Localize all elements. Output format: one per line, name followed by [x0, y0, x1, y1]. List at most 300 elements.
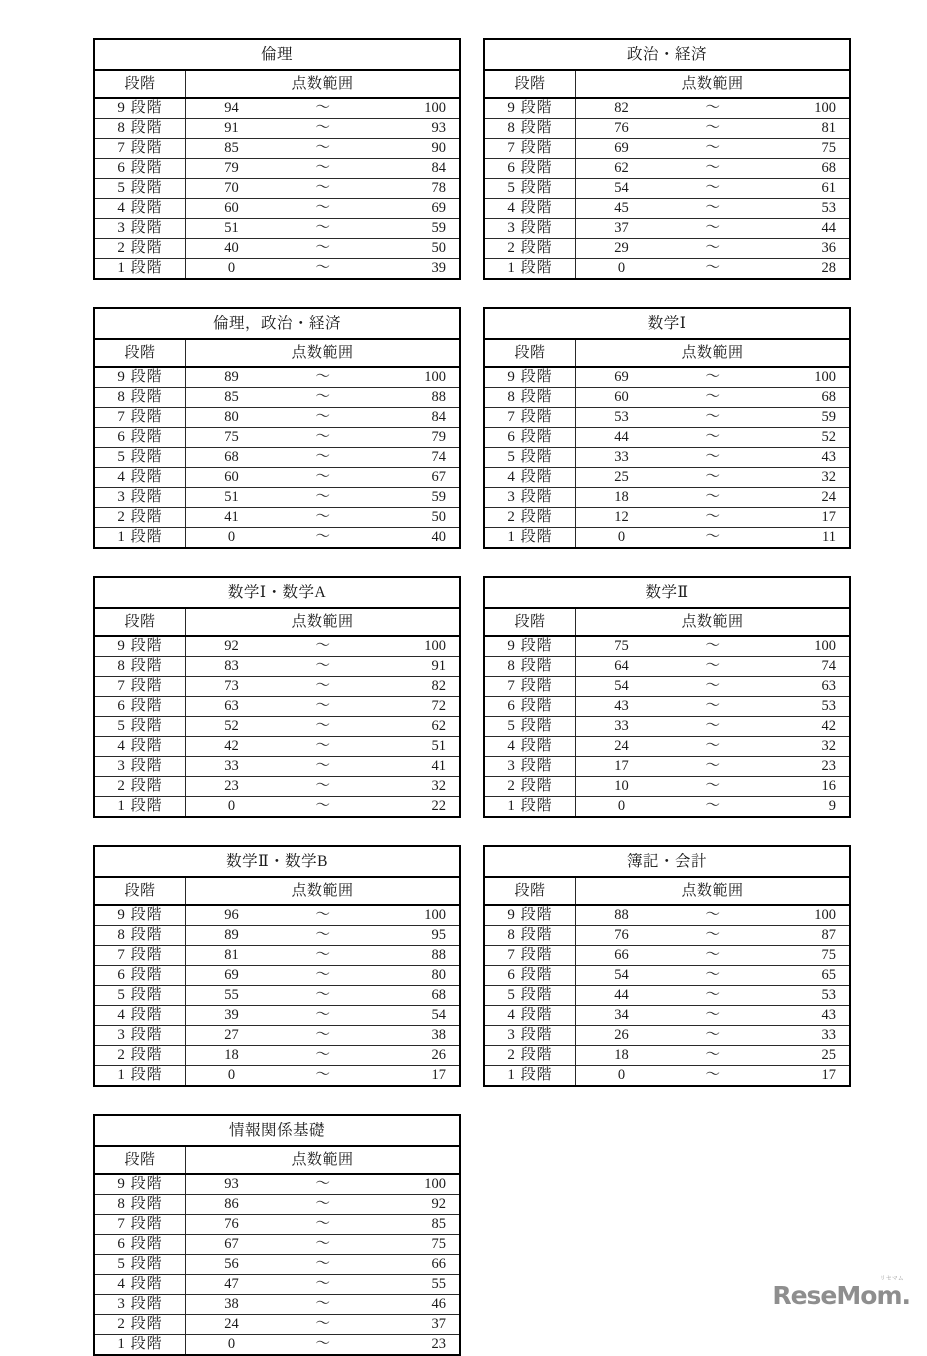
- table-row: [94, 1026, 460, 1046]
- cell-score-low: 73: [186, 677, 278, 697]
- cell-score-high: 17: [759, 1066, 851, 1087]
- cell-score-low: 92: [186, 636, 278, 657]
- cell-score-high: 51: [369, 737, 461, 757]
- table-row: [94, 757, 460, 777]
- cell-score-high: 100: [759, 367, 851, 388]
- score-range-table: [93, 307, 461, 549]
- cell-score-high: 43: [759, 448, 851, 468]
- table-row: [94, 1275, 460, 1295]
- cell-range-tilde: 〜: [277, 259, 369, 280]
- score-range-table: [483, 845, 851, 1087]
- cell-score-low: 80: [186, 408, 278, 428]
- cell-score-low: 82: [576, 98, 668, 119]
- logo-ruby-text: リセマム: [880, 1276, 904, 1282]
- cell-range-tilde: 〜: [277, 1026, 369, 1046]
- cell-range-tilde: 〜: [667, 797, 759, 818]
- cell-range-tilde: 〜: [667, 199, 759, 219]
- table-row: [484, 508, 850, 528]
- table-title-row: [94, 308, 460, 339]
- cell-score-high: 41: [369, 757, 461, 777]
- cell-score-low: 63: [186, 697, 278, 717]
- cell-score-high: 50: [369, 508, 461, 528]
- cell-score-high: 11: [759, 528, 851, 549]
- table-row: [484, 408, 850, 428]
- table-row: [484, 179, 850, 199]
- cell-score-low: 51: [186, 488, 278, 508]
- cell-stage: 1 段階: [484, 528, 576, 549]
- table-row: [94, 468, 460, 488]
- cell-score-high: 33: [759, 1026, 851, 1046]
- cell-range-tilde: 〜: [277, 159, 369, 179]
- logo-wrap: [772, 1276, 910, 1310]
- cell-range-tilde: 〜: [667, 428, 759, 448]
- cell-score-high: 68: [369, 986, 461, 1006]
- cell-range-tilde: 〜: [667, 757, 759, 777]
- table-row: [484, 636, 850, 657]
- cell-score-low: 0: [576, 259, 668, 280]
- cell-score-high: 81: [759, 119, 851, 139]
- cell-score-high: 92: [369, 1195, 461, 1215]
- table-row: [484, 428, 850, 448]
- cell-score-low: 76: [186, 1215, 278, 1235]
- cell-stage: 5 段階: [94, 986, 186, 1006]
- cell-score-high: 100: [759, 636, 851, 657]
- cell-range-tilde: 〜: [277, 697, 369, 717]
- table-row: [94, 219, 460, 239]
- table-row: [94, 1174, 460, 1195]
- cell-score-high: 32: [759, 468, 851, 488]
- cell-score-high: 52: [759, 428, 851, 448]
- cell-range-tilde: 〜: [277, 1235, 369, 1255]
- resemom-logo: [772, 1275, 910, 1310]
- table-row: [94, 926, 460, 946]
- cell-score-high: 9: [759, 797, 851, 818]
- table-row: [94, 98, 460, 119]
- cell-range-tilde: 〜: [277, 946, 369, 966]
- table-row: [484, 966, 850, 986]
- cell-score-high: 25: [759, 1046, 851, 1066]
- table-row: [94, 946, 460, 966]
- cell-range-tilde: 〜: [277, 488, 369, 508]
- cell-score-low: 83: [186, 657, 278, 677]
- table-title-row: [484, 846, 850, 877]
- cell-stage: 8 段階: [484, 388, 576, 408]
- score-range-table: [93, 576, 461, 818]
- table-header-row: [94, 339, 460, 367]
- cell-score-low: 33: [186, 757, 278, 777]
- cell-score-high: 43: [759, 1006, 851, 1026]
- table-row: [94, 179, 460, 199]
- column-header-stage: 段階: [94, 339, 186, 367]
- table-row: [94, 966, 460, 986]
- cell-stage: 9 段階: [94, 367, 186, 388]
- cell-stage: 1 段階: [94, 1335, 186, 1356]
- cell-score-high: 65: [759, 966, 851, 986]
- cell-score-low: 93: [186, 1174, 278, 1195]
- cell-score-high: 37: [369, 1315, 461, 1335]
- subject-title: 倫理，政治・経済: [94, 308, 460, 339]
- cell-stage: 1 段階: [484, 1066, 576, 1087]
- table-header-row: [94, 608, 460, 636]
- cell-score-low: 0: [576, 797, 668, 818]
- cell-score-low: 54: [576, 677, 668, 697]
- cell-score-low: 0: [186, 797, 278, 818]
- table-row: [484, 98, 850, 119]
- table-row: [94, 986, 460, 1006]
- column-header-stage: 段階: [484, 608, 576, 636]
- table-row: [484, 1046, 850, 1066]
- cell-range-tilde: 〜: [277, 677, 369, 697]
- cell-range-tilde: 〜: [667, 905, 759, 926]
- score-range-table: [93, 38, 461, 280]
- cell-stage: 6 段階: [94, 428, 186, 448]
- cell-score-low: 25: [576, 468, 668, 488]
- table-slot: [93, 307, 461, 549]
- table-slot: [483, 576, 851, 818]
- column-header-score-range: 点数範囲: [576, 608, 851, 636]
- cell-range-tilde: 〜: [667, 926, 759, 946]
- table-slot: [483, 845, 851, 1087]
- cell-stage: 1 段階: [484, 259, 576, 280]
- table-row: [94, 697, 460, 717]
- cell-range-tilde: 〜: [667, 367, 759, 388]
- cell-score-low: 34: [576, 1006, 668, 1026]
- cell-range-tilde: 〜: [667, 777, 759, 797]
- cell-stage: 3 段階: [94, 1026, 186, 1046]
- column-header-stage: 段階: [484, 339, 576, 367]
- table-row: [94, 508, 460, 528]
- cell-stage: 9 段階: [484, 98, 576, 119]
- table-slot: [93, 38, 461, 280]
- cell-range-tilde: 〜: [667, 219, 759, 239]
- table-row: [484, 717, 850, 737]
- cell-stage: 7 段階: [94, 139, 186, 159]
- cell-range-tilde: 〜: [667, 388, 759, 408]
- table-row: [484, 488, 850, 508]
- table-title-row: [94, 39, 460, 70]
- cell-score-low: 40: [186, 239, 278, 259]
- cell-range-tilde: 〜: [277, 966, 369, 986]
- table-row: [94, 797, 460, 818]
- cell-range-tilde: 〜: [667, 717, 759, 737]
- column-header-score-range: 点数範囲: [186, 877, 461, 905]
- cell-stage: 1 段階: [94, 797, 186, 818]
- cell-range-tilde: 〜: [277, 1215, 369, 1235]
- table-row: [484, 697, 850, 717]
- cell-range-tilde: 〜: [277, 777, 369, 797]
- cell-stage: 2 段階: [484, 777, 576, 797]
- table-header-row: [94, 70, 460, 98]
- subject-title: 数学Ⅰ: [484, 308, 850, 339]
- cell-stage: 3 段階: [94, 757, 186, 777]
- cell-stage: 3 段階: [94, 219, 186, 239]
- table-row: [484, 905, 850, 926]
- cell-range-tilde: 〜: [277, 1275, 369, 1295]
- cell-stage: 5 段階: [94, 717, 186, 737]
- cell-score-low: 45: [576, 199, 668, 219]
- cell-score-low: 41: [186, 508, 278, 528]
- cell-stage: 8 段階: [94, 1195, 186, 1215]
- cell-score-low: 69: [576, 367, 668, 388]
- cell-score-low: 94: [186, 98, 278, 119]
- cell-score-low: 44: [576, 986, 668, 1006]
- cell-stage: 3 段階: [94, 488, 186, 508]
- cell-score-low: 0: [186, 528, 278, 549]
- cell-stage: 8 段階: [484, 926, 576, 946]
- cell-score-high: 100: [369, 905, 461, 926]
- table-slot: [93, 576, 461, 818]
- cell-score-high: 16: [759, 777, 851, 797]
- cell-range-tilde: 〜: [667, 1006, 759, 1026]
- cell-score-low: 44: [576, 428, 668, 448]
- table-row: [94, 636, 460, 657]
- cell-score-low: 79: [186, 159, 278, 179]
- cell-score-low: 88: [576, 905, 668, 926]
- cell-score-low: 81: [186, 946, 278, 966]
- subject-title: 数学Ⅰ・数学A: [94, 577, 460, 608]
- cell-score-low: 54: [576, 966, 668, 986]
- cell-score-high: 38: [369, 1026, 461, 1046]
- cell-score-high: 74: [759, 657, 851, 677]
- cell-score-low: 39: [186, 1006, 278, 1026]
- table-row: [484, 367, 850, 388]
- cell-range-tilde: 〜: [277, 1195, 369, 1215]
- table-header-row: [484, 70, 850, 98]
- table-row: [94, 239, 460, 259]
- cell-stage: 8 段階: [94, 926, 186, 946]
- cell-stage: 2 段階: [484, 508, 576, 528]
- cell-score-high: 26: [369, 1046, 461, 1066]
- cell-range-tilde: 〜: [277, 388, 369, 408]
- cell-score-low: 60: [576, 388, 668, 408]
- table-row: [484, 388, 850, 408]
- cell-score-low: 0: [186, 1335, 278, 1356]
- cell-stage: 9 段階: [94, 905, 186, 926]
- cell-score-high: 24: [759, 488, 851, 508]
- table-row: [484, 139, 850, 159]
- cell-score-high: 72: [369, 697, 461, 717]
- cell-range-tilde: 〜: [277, 797, 369, 818]
- table-row: [484, 119, 850, 139]
- cell-range-tilde: 〜: [277, 239, 369, 259]
- column-header-stage: 段階: [484, 70, 576, 98]
- cell-score-high: 100: [369, 636, 461, 657]
- cell-score-high: 17: [759, 508, 851, 528]
- cell-score-low: 91: [186, 119, 278, 139]
- cell-score-low: 18: [576, 1046, 668, 1066]
- cell-stage: 1 段階: [94, 1066, 186, 1087]
- cell-score-low: 85: [186, 388, 278, 408]
- cell-stage: 6 段階: [484, 159, 576, 179]
- cell-range-tilde: 〜: [277, 508, 369, 528]
- cell-score-low: 69: [576, 139, 668, 159]
- cell-score-low: 89: [186, 926, 278, 946]
- cell-score-low: 27: [186, 1026, 278, 1046]
- column-header-stage: 段階: [94, 608, 186, 636]
- column-header-score-range: 点数範囲: [576, 877, 851, 905]
- cell-stage: 9 段階: [484, 367, 576, 388]
- cell-score-low: 0: [576, 1066, 668, 1087]
- table-row: [484, 757, 850, 777]
- table-row: [484, 797, 850, 818]
- cell-range-tilde: 〜: [277, 1255, 369, 1275]
- cell-stage: 5 段階: [94, 179, 186, 199]
- table-row: [484, 986, 850, 1006]
- table-row: [94, 1235, 460, 1255]
- column-header-score-range: 点数範囲: [186, 1146, 461, 1174]
- cell-score-high: 88: [369, 946, 461, 966]
- cell-range-tilde: 〜: [277, 905, 369, 926]
- cell-score-high: 78: [369, 179, 461, 199]
- cell-score-high: 63: [759, 677, 851, 697]
- cell-score-high: 40: [369, 528, 461, 549]
- cell-score-high: 69: [369, 199, 461, 219]
- cell-score-high: 100: [369, 1174, 461, 1195]
- cell-stage: 1 段階: [484, 797, 576, 818]
- table-row: [94, 488, 460, 508]
- score-range-table: [93, 845, 461, 1087]
- cell-score-high: 68: [759, 388, 851, 408]
- cell-stage: 6 段階: [94, 1235, 186, 1255]
- table-row: [94, 199, 460, 219]
- cell-score-low: 10: [576, 777, 668, 797]
- cell-score-low: 86: [186, 1195, 278, 1215]
- cell-range-tilde: 〜: [667, 636, 759, 657]
- cell-stage: 8 段階: [484, 119, 576, 139]
- table-row: [484, 448, 850, 468]
- cell-score-high: 75: [759, 139, 851, 159]
- table-slot: [483, 38, 851, 280]
- cell-score-low: 96: [186, 905, 278, 926]
- table-slot: [483, 307, 851, 549]
- cell-range-tilde: 〜: [277, 1046, 369, 1066]
- cell-stage: 8 段階: [94, 388, 186, 408]
- cell-score-high: 62: [369, 717, 461, 737]
- cell-score-high: 36: [759, 239, 851, 259]
- cell-range-tilde: 〜: [667, 657, 759, 677]
- cell-range-tilde: 〜: [667, 98, 759, 119]
- cell-score-low: 70: [186, 179, 278, 199]
- cell-score-low: 24: [186, 1315, 278, 1335]
- cell-score-low: 0: [186, 1066, 278, 1087]
- cell-score-low: 55: [186, 986, 278, 1006]
- cell-score-high: 39: [369, 259, 461, 280]
- cell-stage: 4 段階: [484, 1006, 576, 1026]
- table-header-row: [94, 1146, 460, 1174]
- cell-score-high: 61: [759, 179, 851, 199]
- table-row: [484, 199, 850, 219]
- cell-range-tilde: 〜: [667, 966, 759, 986]
- cell-stage: 9 段階: [94, 1174, 186, 1195]
- cell-score-low: 54: [576, 179, 668, 199]
- table-row: [484, 657, 850, 677]
- table-row: [94, 1066, 460, 1087]
- cell-stage: 2 段階: [94, 1315, 186, 1335]
- cell-score-high: 32: [759, 737, 851, 757]
- cell-stage: 7 段階: [484, 946, 576, 966]
- column-header-score-range: 点数範囲: [186, 608, 461, 636]
- subject-title: 数学Ⅱ・数学B: [94, 846, 460, 877]
- cell-stage: 4 段階: [94, 468, 186, 488]
- cell-range-tilde: 〜: [277, 528, 369, 549]
- cell-stage: 4 段階: [94, 199, 186, 219]
- cell-range-tilde: 〜: [277, 1335, 369, 1356]
- table-row: [94, 1295, 460, 1315]
- cell-range-tilde: 〜: [277, 98, 369, 119]
- cell-stage: 2 段階: [484, 1046, 576, 1066]
- cell-stage: 3 段階: [484, 757, 576, 777]
- column-header-score-range: 点数範囲: [576, 339, 851, 367]
- cell-range-tilde: 〜: [667, 946, 759, 966]
- table-row: [484, 946, 850, 966]
- cell-score-low: 42: [186, 737, 278, 757]
- column-header-stage: 段階: [484, 877, 576, 905]
- table-slot: [93, 1114, 461, 1356]
- cell-score-low: 67: [186, 1235, 278, 1255]
- cell-score-low: 38: [186, 1295, 278, 1315]
- table-row: [484, 1026, 850, 1046]
- cell-stage: 7 段階: [484, 139, 576, 159]
- cell-score-low: 18: [186, 1046, 278, 1066]
- table-row: [94, 1315, 460, 1335]
- cell-stage: 7 段階: [94, 677, 186, 697]
- cell-range-tilde: 〜: [667, 986, 759, 1006]
- cell-range-tilde: 〜: [277, 367, 369, 388]
- table-header-row: [484, 877, 850, 905]
- cell-score-high: 46: [369, 1295, 461, 1315]
- cell-range-tilde: 〜: [277, 926, 369, 946]
- cell-range-tilde: 〜: [277, 448, 369, 468]
- cell-score-low: 33: [576, 448, 668, 468]
- cell-stage: 7 段階: [484, 408, 576, 428]
- cell-range-tilde: 〜: [667, 139, 759, 159]
- cell-stage: 3 段階: [94, 1295, 186, 1315]
- cell-stage: 6 段階: [484, 697, 576, 717]
- subject-title: 倫理: [94, 39, 460, 70]
- cell-stage: 2 段階: [94, 777, 186, 797]
- cell-stage: 4 段階: [484, 199, 576, 219]
- cell-range-tilde: 〜: [277, 428, 369, 448]
- cell-score-low: 89: [186, 367, 278, 388]
- table-title-row: [94, 846, 460, 877]
- cell-range-tilde: 〜: [667, 677, 759, 697]
- cell-score-low: 0: [576, 528, 668, 549]
- cell-range-tilde: 〜: [667, 1026, 759, 1046]
- table-title-row: [484, 39, 850, 70]
- table-row: [484, 159, 850, 179]
- cell-score-high: 54: [369, 1006, 461, 1026]
- cell-score-high: 93: [369, 119, 461, 139]
- cell-stage: 7 段階: [484, 677, 576, 697]
- cell-score-low: 76: [576, 926, 668, 946]
- cell-range-tilde: 〜: [277, 737, 369, 757]
- table-row: [94, 139, 460, 159]
- cell-score-high: 32: [369, 777, 461, 797]
- cell-range-tilde: 〜: [667, 259, 759, 280]
- cell-score-low: 69: [186, 966, 278, 986]
- cell-score-high: 67: [369, 468, 461, 488]
- cell-range-tilde: 〜: [277, 219, 369, 239]
- cell-stage: 5 段階: [484, 448, 576, 468]
- cell-range-tilde: 〜: [277, 717, 369, 737]
- cell-stage: 2 段階: [94, 239, 186, 259]
- cell-range-tilde: 〜: [277, 139, 369, 159]
- cell-stage: 4 段階: [484, 737, 576, 757]
- cell-score-high: 53: [759, 697, 851, 717]
- cell-score-low: 47: [186, 1275, 278, 1295]
- cell-range-tilde: 〜: [667, 1046, 759, 1066]
- table-slot: [93, 845, 461, 1087]
